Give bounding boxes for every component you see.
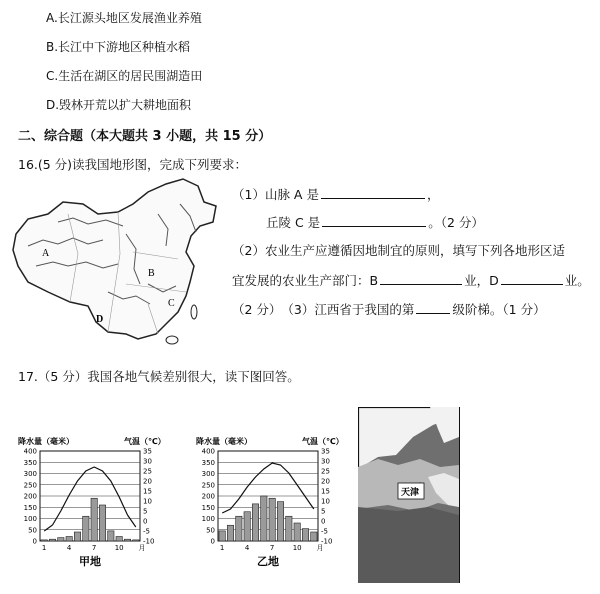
- q16-part2-end: 业。: [564, 273, 590, 288]
- y-tick-label: 200: [201, 492, 215, 501]
- precip-bar: [116, 537, 122, 542]
- x-tick-label: 1: [41, 544, 47, 552]
- precip-bar: [91, 498, 97, 541]
- y-tick-label: 350: [23, 458, 37, 467]
- precip-bar: [227, 525, 233, 541]
- x-tick-label: 4: [244, 544, 250, 552]
- y-tick-label: 200: [23, 492, 37, 501]
- q16-part1-c: [266, 213, 484, 231]
- precip-bar: [99, 505, 105, 541]
- option-c: C.生活在湖区的居民围湖造田: [46, 69, 203, 83]
- x-tick-label: 4: [66, 544, 72, 552]
- precip-bar: [66, 537, 72, 542]
- chart-title: 乙地: [257, 555, 279, 568]
- precip-bar: [269, 498, 275, 541]
- precip-bar: [58, 538, 64, 541]
- y2-tick-label: 25: [143, 467, 152, 476]
- precip-bar: [261, 496, 267, 541]
- hainan-island: [166, 336, 178, 344]
- y-tick-label: 50: [206, 526, 215, 535]
- q16-part1-a: [232, 185, 439, 203]
- precip-bar: [74, 532, 80, 541]
- precip-bar: [124, 539, 130, 541]
- y2-tick-label: 15: [143, 487, 152, 496]
- option-b: B.长江中下游地区种植水稻: [46, 40, 191, 54]
- y-tick-label: 150: [23, 503, 37, 512]
- temperature-line: [222, 463, 314, 513]
- y-tick-label: 250: [23, 481, 37, 490]
- precip-bar: [294, 523, 300, 541]
- climate-chart-yi: [192, 435, 352, 575]
- answer-blank-a[interactable]: [321, 197, 425, 199]
- y-tick-label: 100: [23, 515, 37, 523]
- land-south: [358, 507, 459, 583]
- y-tick-label: 400: [201, 447, 215, 456]
- precip-bar: [41, 540, 47, 541]
- q16-part3: [232, 300, 546, 318]
- y2-tick-label: 30: [143, 457, 152, 466]
- climate-chart-jia: [14, 435, 174, 575]
- map-label-a: A: [42, 248, 50, 259]
- y2-tick-label: -5: [143, 527, 150, 536]
- answer-blank-c[interactable]: [322, 225, 426, 227]
- section-title: 二、综合题（本大题共 3 小题，共 15 分）: [18, 129, 272, 144]
- q16-part1-a-text: （1）山脉 A 是: [232, 187, 319, 202]
- temperature-line: [44, 467, 136, 531]
- map-label-c: C: [168, 298, 175, 309]
- q16-part1-c-text: 丘陵 C 是: [266, 215, 321, 230]
- y-tick-label: 150: [201, 503, 215, 512]
- y2-tick-label: 0: [321, 517, 326, 526]
- precip-bar: [252, 504, 258, 541]
- q16-part1-c-end: 。（2 分）: [428, 215, 484, 230]
- precip-bar: [83, 516, 89, 541]
- y2-tick-label: 35: [143, 447, 152, 456]
- y-tick-label: 100: [201, 515, 215, 523]
- precip-bar: [108, 531, 114, 541]
- q16-part2-d-text: 业，D: [464, 273, 499, 288]
- q16-part3-end: 级阶梯。（1 分）: [452, 302, 546, 317]
- y2-tick-label: 25: [321, 467, 330, 476]
- y-tick-label: 50: [28, 526, 37, 535]
- y2-tick-label: -5: [321, 527, 328, 536]
- chart-ylabel: 降水量（毫米）: [196, 437, 252, 446]
- map-label-b: B: [148, 268, 155, 279]
- y2-tick-label: 20: [143, 477, 152, 486]
- y-tick-label: 350: [201, 458, 215, 467]
- precip-bar: [133, 540, 139, 541]
- taiwan-island: [191, 305, 197, 319]
- precip-bar: [236, 516, 242, 541]
- x-tick-label: 1: [219, 544, 225, 552]
- y2-tick-label: 10: [143, 497, 152, 506]
- precip-bar: [49, 539, 55, 541]
- precip-bar: [286, 516, 292, 541]
- map-outline: [13, 179, 216, 339]
- tianjin-label: 天津: [401, 488, 420, 498]
- chart-ylabel: 降水量（毫米）: [18, 437, 74, 446]
- precip-bar: [311, 532, 317, 541]
- x-tick-label: 7: [91, 544, 97, 552]
- y2-tick-label: 10: [321, 497, 330, 506]
- chart-title: 甲地: [79, 555, 101, 568]
- china-terrain-map: [8, 174, 223, 354]
- answer-blank-d[interactable]: [501, 283, 563, 285]
- q16-part2-line1: （2）农业生产应遵循因地制宜的原则，填写下列各地形区适: [232, 243, 565, 258]
- y2-tick-label: 5: [143, 507, 148, 516]
- q16-part1-a-end: ，: [426, 187, 440, 202]
- x-tick-label: 10: [292, 544, 302, 552]
- q16-part2-b-text: 宜发展的农业生产部门：B: [232, 273, 379, 288]
- option-d: D.毁林开荒以扩大耕地面积: [46, 98, 192, 112]
- q17-stem: 17.（5 分）我国各地气候差别很大，读下图回答。: [18, 369, 300, 384]
- precip-bar: [302, 529, 308, 541]
- chart-y2label: 气温（℃）: [124, 437, 166, 446]
- x-tick-label: 月: [138, 544, 146, 552]
- tianjin-location-map: [358, 407, 460, 583]
- precip-bar: [244, 512, 250, 541]
- precip-bar: [277, 502, 283, 541]
- q16-part3-text: （2 分） （3）江西省于我国的第: [232, 302, 415, 317]
- y2-tick-label: 35: [321, 447, 330, 456]
- hainan-island: [394, 571, 406, 579]
- x-tick-label: 7: [269, 544, 275, 552]
- y2-tick-label: -10: [321, 537, 333, 546]
- q16-stem: 16.(5 分)读我国地形图，完成下列要求：: [18, 157, 248, 172]
- y2-tick-label: -10: [143, 537, 155, 546]
- y-tick-label: 300: [201, 470, 215, 478]
- y2-tick-label: 20: [321, 477, 330, 486]
- x-tick-label: 月: [316, 544, 324, 552]
- answer-blank-b[interactable]: [380, 283, 462, 285]
- option-a: A.长江源头地区发展渔业养殖: [46, 11, 202, 25]
- y2-tick-label: 15: [321, 487, 330, 496]
- y-tick-label: 0: [32, 537, 37, 546]
- answer-blank-step[interactable]: [416, 312, 450, 314]
- q16-part2-line2: [232, 271, 590, 289]
- y2-tick-label: 30: [321, 457, 330, 466]
- chart-y2label: 气温（℃）: [302, 437, 344, 446]
- y-tick-label: 300: [23, 470, 37, 478]
- y-tick-label: 250: [201, 481, 215, 490]
- y2-tick-label: 0: [143, 517, 148, 526]
- y2-tick-label: 5: [321, 507, 326, 516]
- x-tick-label: 10: [114, 544, 124, 552]
- precip-bar: [219, 531, 225, 541]
- map-label-d: D: [96, 314, 104, 325]
- taiwan-island: [441, 553, 447, 565]
- y-tick-label: 0: [210, 537, 215, 546]
- y-tick-label: 400: [23, 447, 37, 456]
